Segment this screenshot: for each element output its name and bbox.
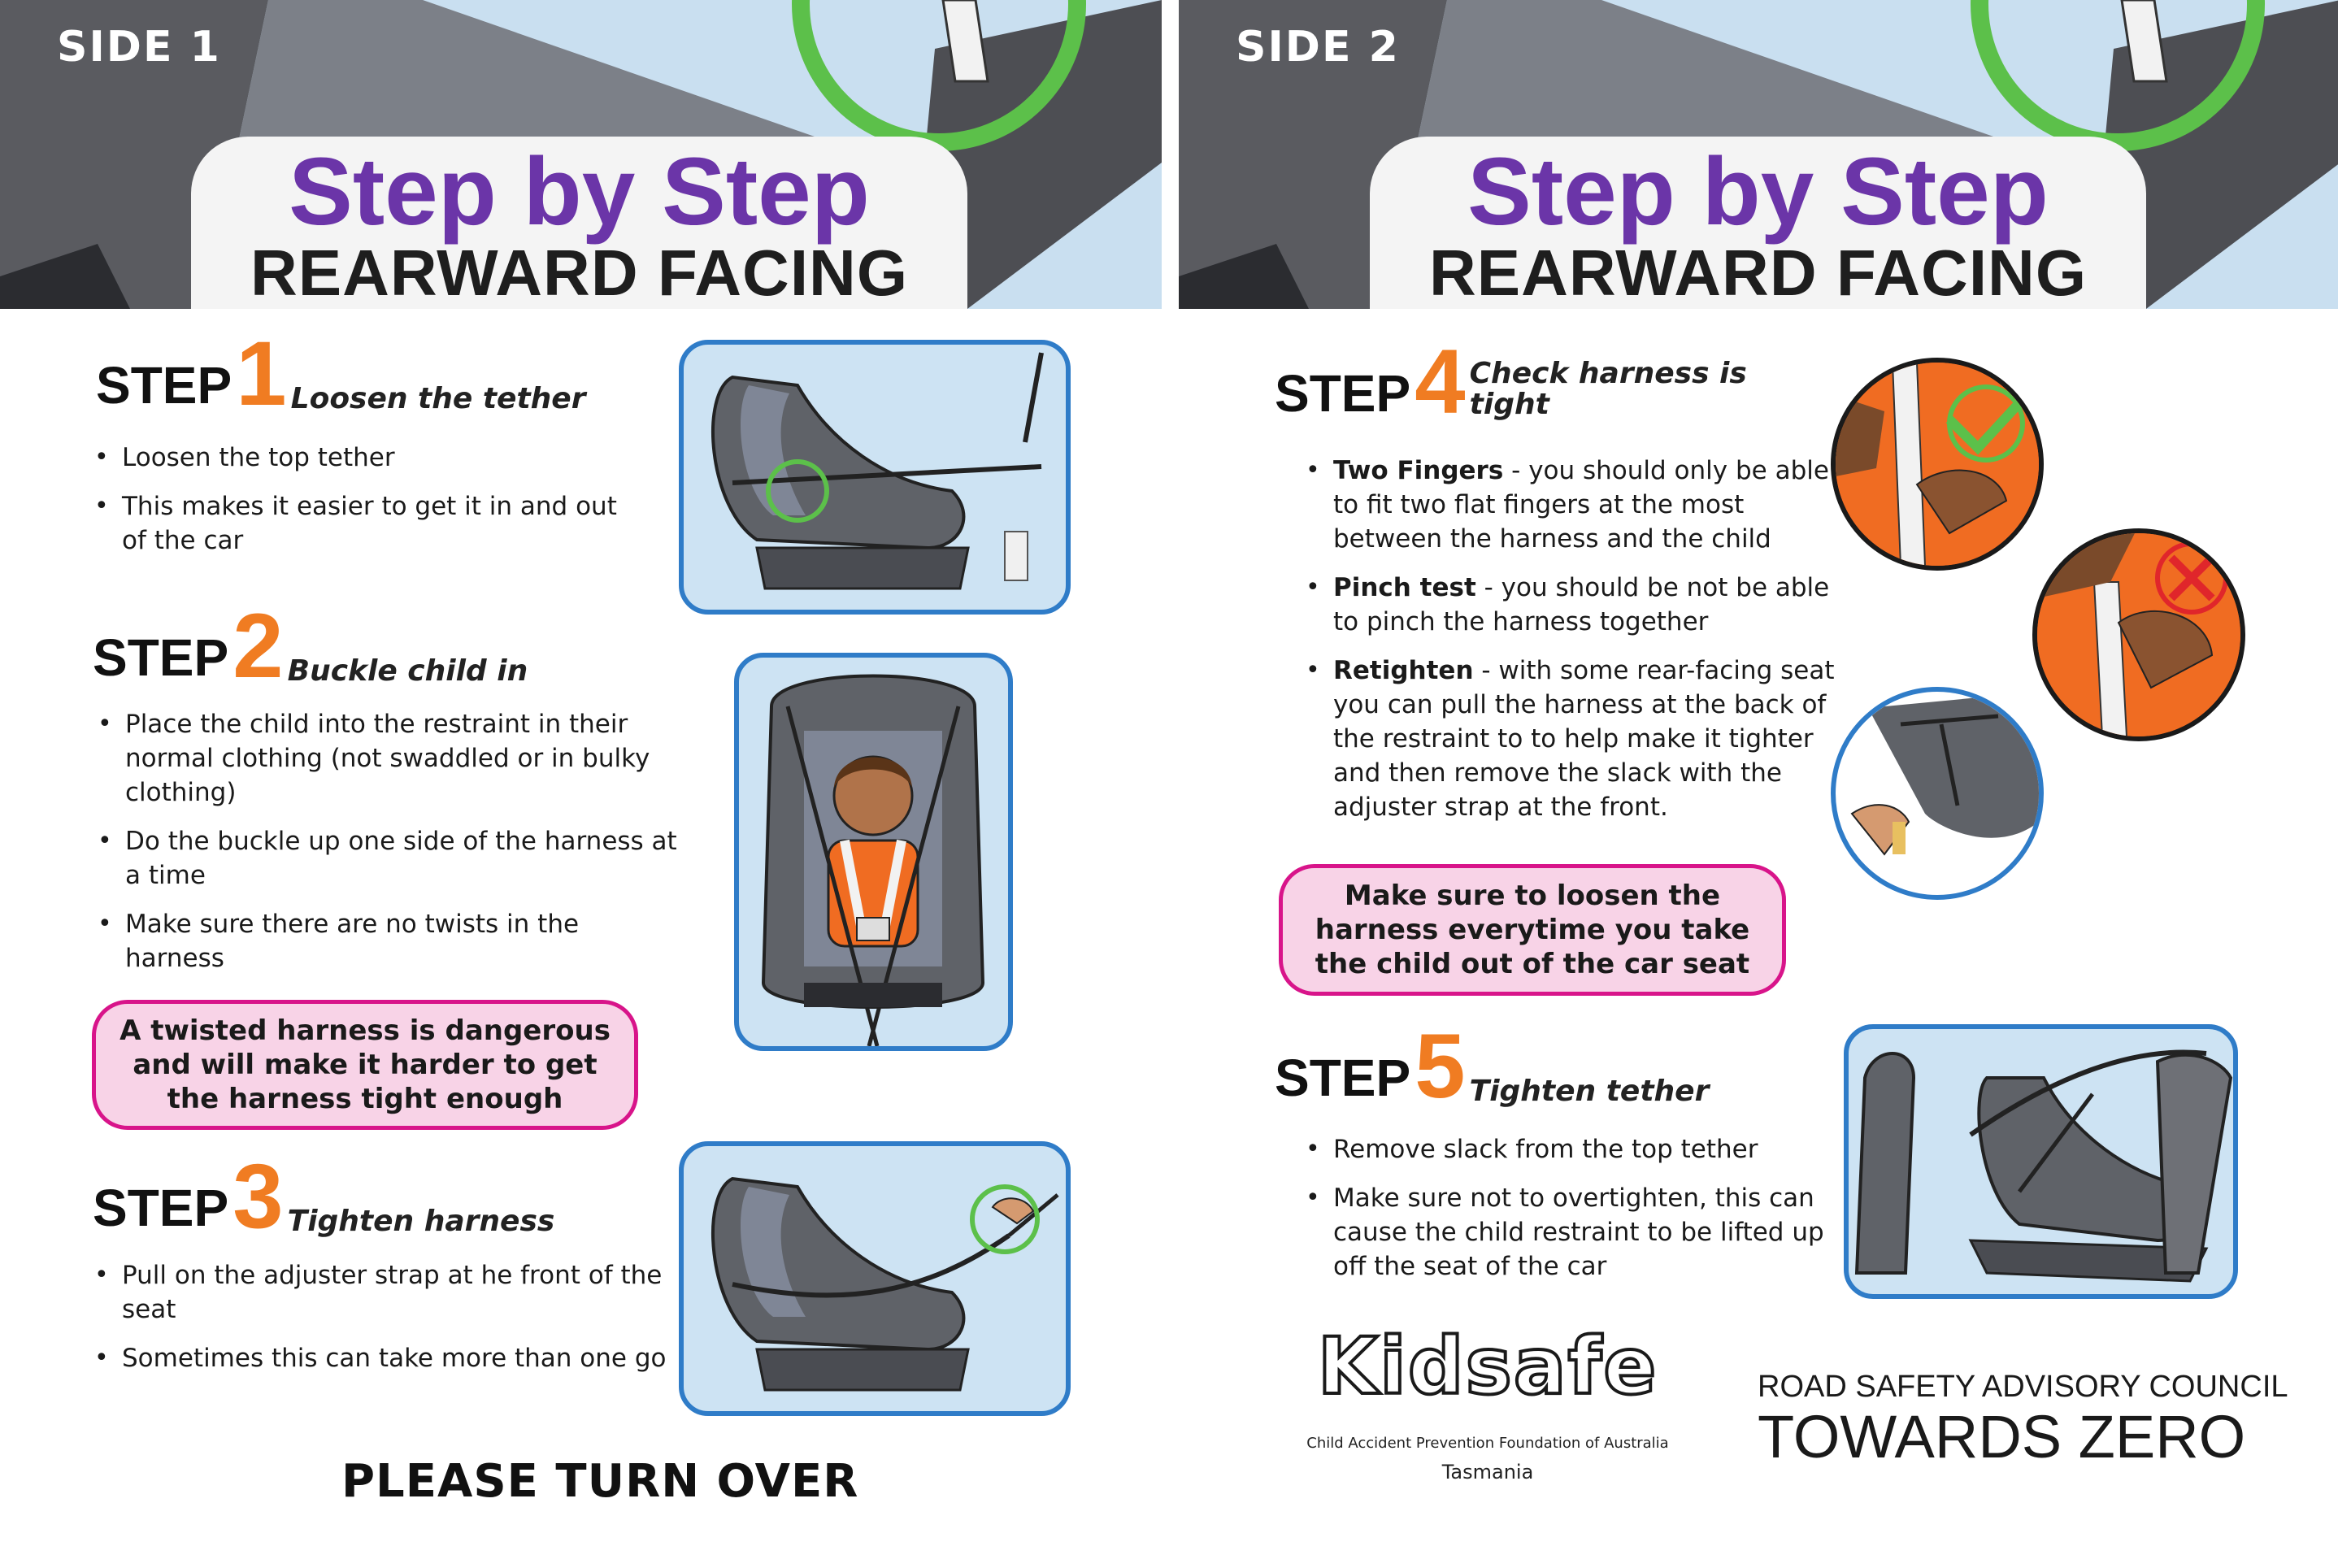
step-1-illustration xyxy=(679,340,1071,615)
step-2-heading xyxy=(93,595,528,697)
bullet-lead: Retighten xyxy=(1333,656,1474,685)
bullet-lead: Two Fingers xyxy=(1333,456,1504,485)
list-item: • Loosen the top tether xyxy=(122,441,642,475)
list-item: • Pull on the adjuster strap at he front of the seat xyxy=(122,1258,691,1327)
bullet-text: - you should be not be able to pinch the harness together xyxy=(1333,573,1830,636)
kidsafe-tagline: Child Accident Prevention Foundation of Australia xyxy=(1306,1435,1669,1452)
please-turn-over: PLEASE TURN OVER xyxy=(341,1455,859,1508)
step-4-heading xyxy=(1275,331,1747,432)
list-item: • Do the buckle up one side of the harness at a time xyxy=(125,824,678,893)
step-title-line-2: tight xyxy=(1469,387,1549,421)
page-title: Step by Step xyxy=(1467,138,2049,245)
step-word: STEP xyxy=(93,1178,229,1237)
side-label: SIDE 2 xyxy=(1236,23,1400,72)
step-number: 3 xyxy=(232,1145,284,1247)
car-seat-tether-icon xyxy=(684,345,1066,610)
list-item xyxy=(1333,454,1837,556)
header-banner xyxy=(0,0,1162,309)
step-5-bullets xyxy=(1304,1132,1837,1298)
step-title: Buckle child in xyxy=(287,654,528,688)
step-title-line-1: Check harness is xyxy=(1469,356,1747,390)
side-2-page xyxy=(1179,0,2338,1568)
list-item xyxy=(1333,654,1837,824)
child-in-seat-icon xyxy=(739,658,1008,1046)
list-item: • This makes it easier to get it in and out of the car xyxy=(122,489,642,558)
pinch-cross-icon xyxy=(2037,533,2240,736)
warning-callout: A twisted harness is dangerous and will make it harder to get the harness tight enough xyxy=(92,1000,638,1130)
tether-tighten-icon xyxy=(1849,1029,2233,1294)
step-word: STEP xyxy=(1275,1048,1411,1107)
step-5-heading xyxy=(1275,1015,1710,1117)
step-word: STEP xyxy=(96,355,232,415)
page-gutter xyxy=(1162,0,1179,1568)
side-label: SIDE 1 xyxy=(57,23,221,72)
step-5-illustration xyxy=(1844,1024,2238,1299)
rsac-line-2: TOWARDS ZERO xyxy=(1758,1403,2246,1470)
step-title: Loosen the tether xyxy=(290,381,586,415)
step-title-block xyxy=(1470,358,1747,420)
kidsafe-region: Tasmania xyxy=(1441,1461,1534,1483)
bullet-lead: Pinch test xyxy=(1333,573,1476,602)
step-4-bullets xyxy=(1304,454,1837,839)
rsac-line-1: ROAD SAFETY ADVISORY COUNCIL xyxy=(1758,1370,2288,1404)
step-3-illustration xyxy=(679,1141,1071,1416)
two-fingers-illustration xyxy=(1831,358,2044,571)
kidsafe-logo: Kidsafe xyxy=(1317,1321,1658,1412)
title-card xyxy=(191,137,967,309)
rsac-logo-block xyxy=(1758,1370,2288,1475)
header-banner xyxy=(1179,0,2338,309)
step-title: Tighten harness xyxy=(287,1204,555,1238)
step-2-illustration xyxy=(734,653,1013,1051)
step-number: 1 xyxy=(236,323,287,424)
reminder-callout: Make sure to loosen the harness everytime you take the child out of the car seat xyxy=(1279,864,1786,996)
step-2-bullets xyxy=(96,707,678,990)
step-3-heading xyxy=(93,1145,555,1247)
step-1-bullets xyxy=(93,441,642,572)
bullet-text: - with some rear-facing seat you can pull the harness at the back of the restraint to to help make it tighter and then remove the slack with the adjuster strap at the front. xyxy=(1333,656,1835,822)
title-card xyxy=(1370,137,2146,309)
adjuster-strap-icon xyxy=(684,1146,1066,1411)
page-subtitle: REARWARD FACING xyxy=(250,237,909,309)
step-number: 4 xyxy=(1415,331,1466,432)
fingers-check-icon xyxy=(1836,363,2039,566)
step-title: Tighten tether xyxy=(1469,1074,1710,1108)
list-item xyxy=(1333,571,1837,639)
list-item: • Make sure not to overtighten, this can cause the child restraint to be lifted up off the seat of the car xyxy=(1333,1181,1837,1284)
list-item: • Sometimes this can take more than one go xyxy=(122,1341,691,1375)
step-number: 5 xyxy=(1415,1015,1466,1117)
list-item: • Make sure there are no twists in the harness xyxy=(125,907,678,975)
retighten-strap-icon xyxy=(1836,692,2039,895)
step-word: STEP xyxy=(1275,363,1411,423)
retighten-illustration xyxy=(1831,687,2044,900)
list-item: • Place the child into the restraint in their normal clothing (not swaddled or in bulky clothing) xyxy=(125,707,678,810)
page-title: Step by Step xyxy=(289,138,870,245)
step-1-heading xyxy=(96,323,586,424)
kidsafe-logo-block xyxy=(1301,1313,1675,1500)
page-subtitle: REARWARD FACING xyxy=(1428,237,2088,309)
step-3-bullets xyxy=(93,1258,691,1390)
list-item: • Remove slack from the top tether xyxy=(1333,1132,1837,1166)
bullet-text: - you should only be able to fit two flat fingers at the most between the harness and the child xyxy=(1333,456,1829,554)
step-number: 2 xyxy=(232,595,284,697)
step-word: STEP xyxy=(93,628,229,687)
side-1-page xyxy=(0,0,1162,1568)
pinch-test-illustration xyxy=(2032,528,2245,741)
